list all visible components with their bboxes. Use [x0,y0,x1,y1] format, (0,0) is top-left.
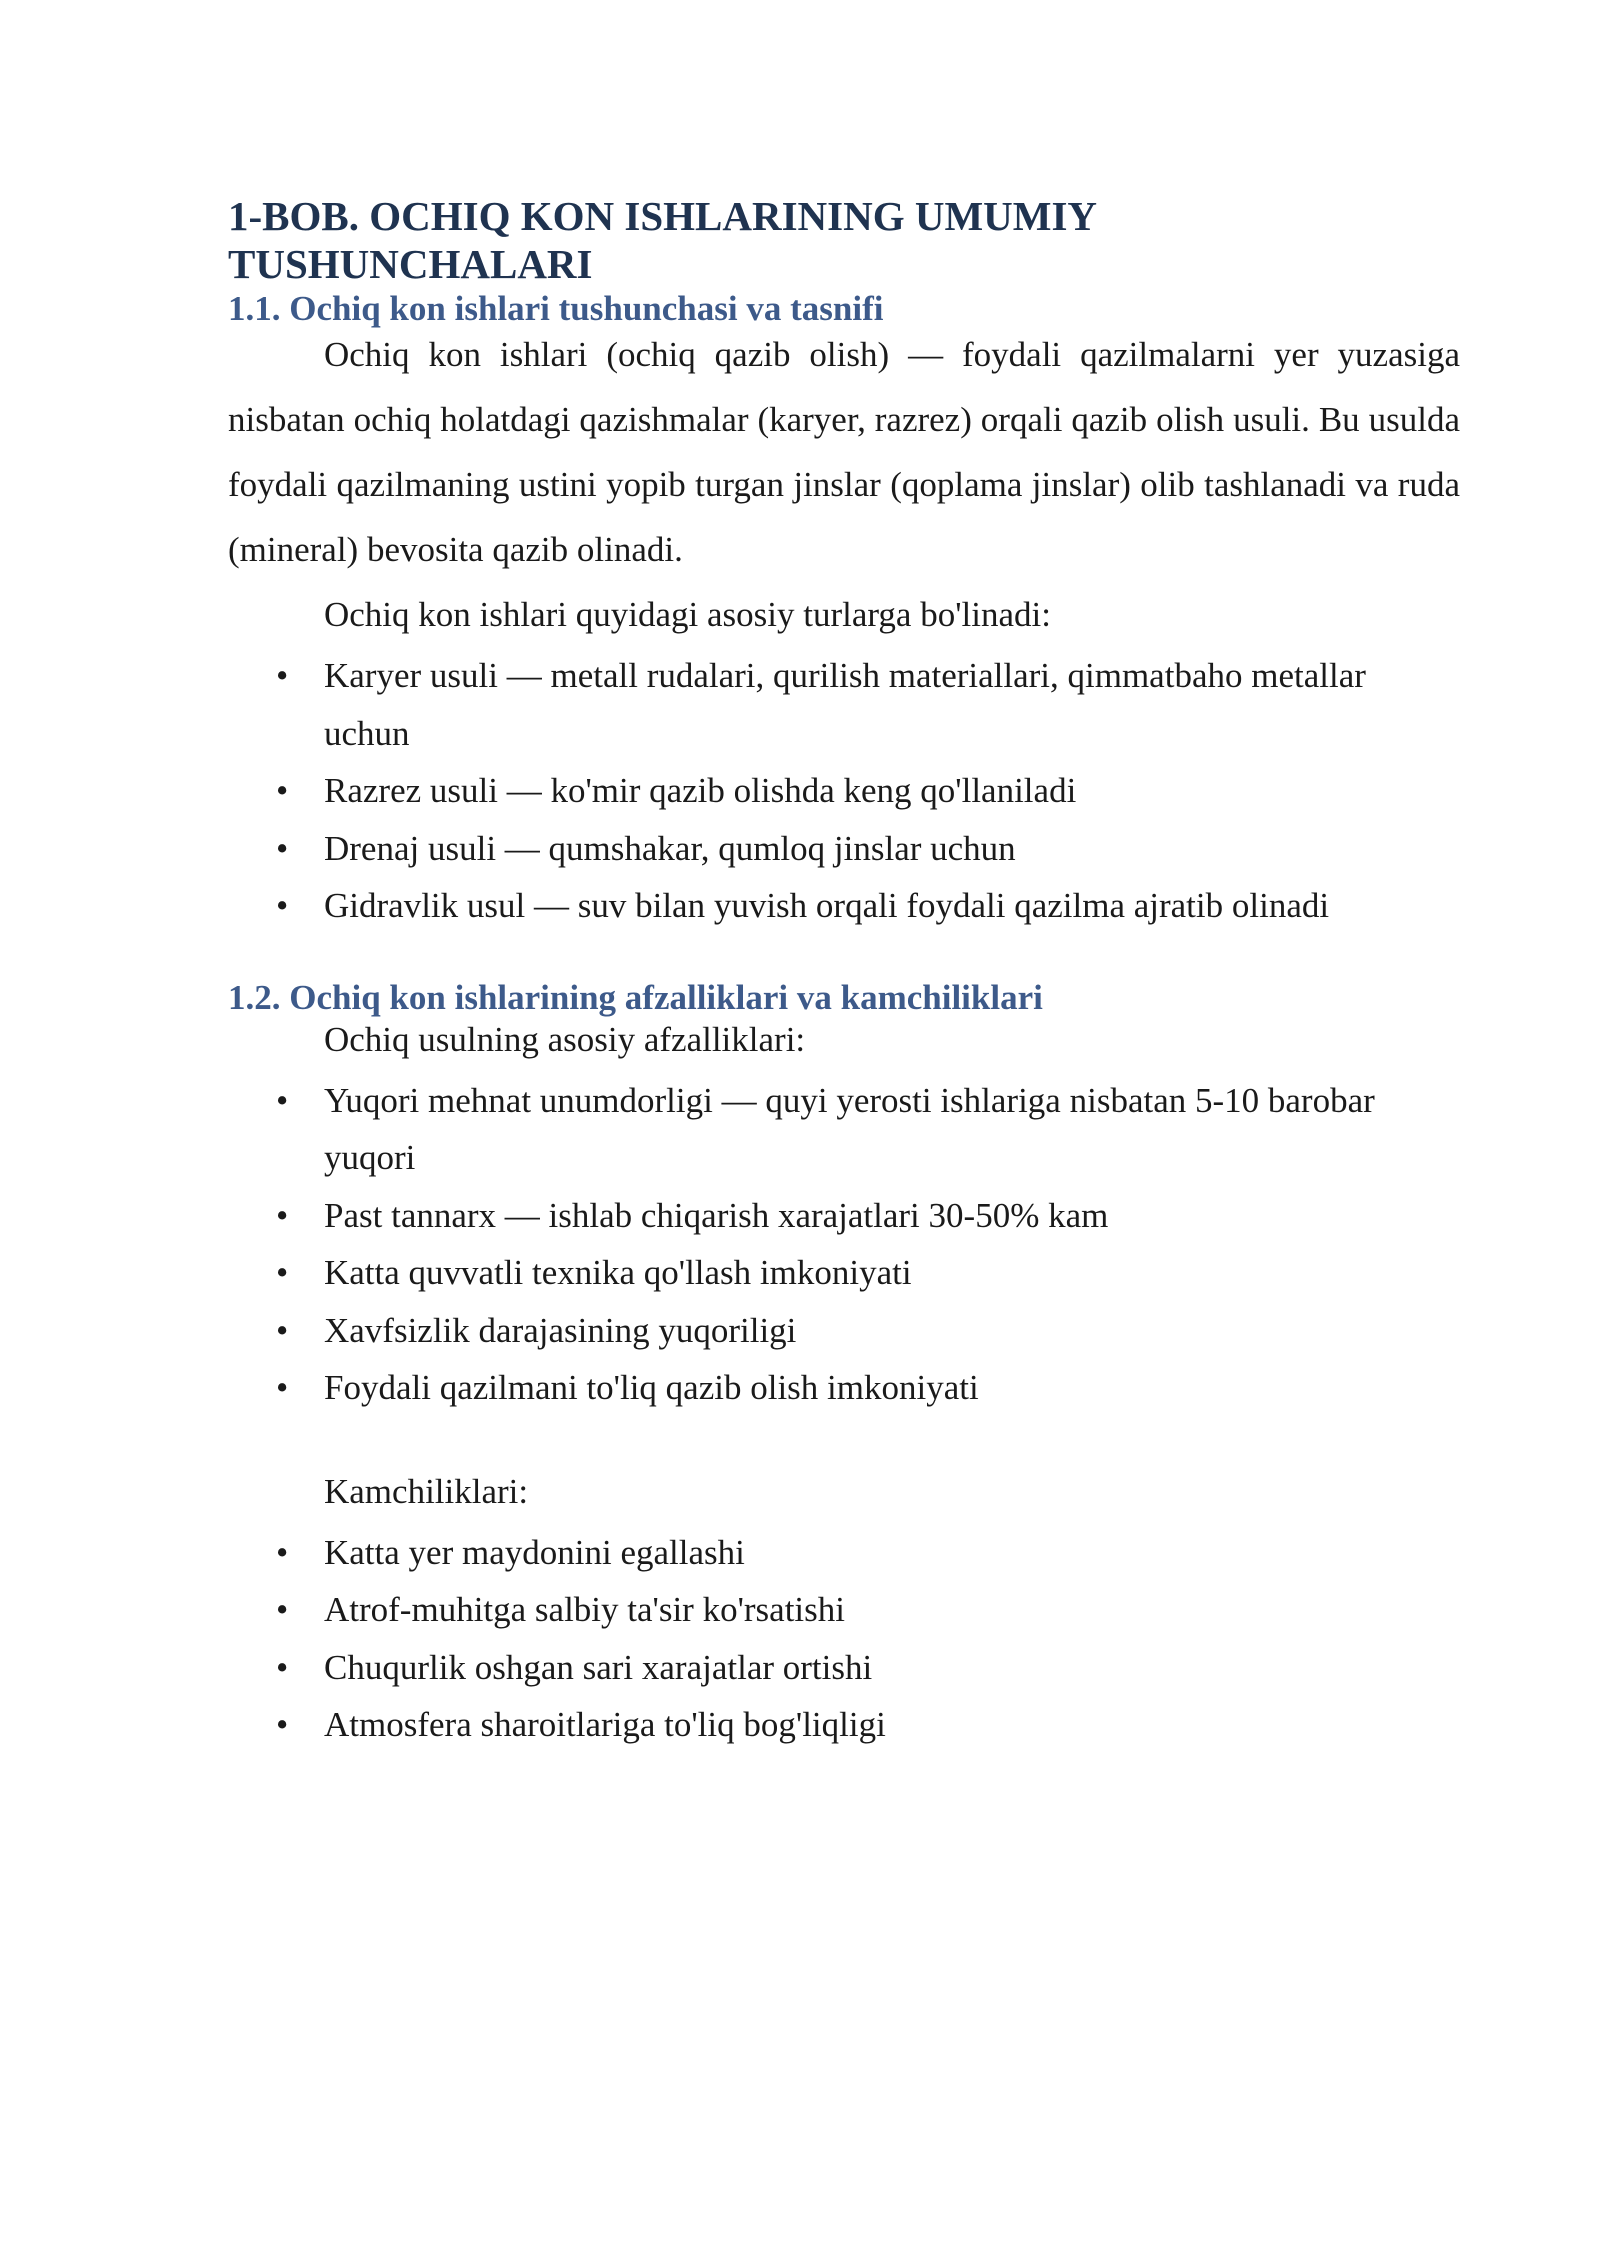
types-list [228,647,1460,935]
list-item: • Gidravlik usul — suv bilan yuvish orqali foydali qazilma ajratib olinadi [228,877,1460,935]
bullet-icon: • [276,771,289,810]
advantages-list [228,1072,1460,1417]
disadvantages-intro: Kamchiliklari: [324,1471,529,1511]
spacer [228,1417,1460,1459]
section-title-1-2: 1.2. Ochiq kon ishlarining afzalliklari va kamchiliklari [228,977,1043,1017]
bullet-icon: • [276,1590,289,1629]
bullet-icon: • [276,1532,289,1572]
bullet-icon: • [276,1647,289,1687]
section-title-1-1: 1.1. Ochiq kon ishlari tushunchasi va tasnifi [228,289,884,328]
document-page [228,192,1460,1754]
spacer [228,935,1460,977]
list-item: • Atmosfera sharoitlariga to'liq bog'liqligi [228,1696,1460,1754]
list-item: • Katta quvvatli texnika qo'llash imkoniyati [228,1244,1460,1302]
list-item: • Past tannarx — ishlab chiqarish xarajatlari 30-50% kam [228,1187,1460,1245]
chapter-title-line-1: 1-BOB. OCHIQ KON ISHLARINING UMUMIY [228,193,1098,239]
list-item: • Xavfsizlik darajasining yuqoriligi [228,1302,1460,1360]
bullet-icon: • [276,1195,289,1235]
bullet-icon: • [276,886,289,925]
advantages-intro: Ochiq usulning asosiy afzalliklari: [324,1019,806,1059]
list-item: • Katta yer maydonini egallashi [228,1524,1460,1582]
section-1-paragraph: Ochiq kon ishlari (ochiq qazib olish) — foydali qazilmalarni yer yuzasiga nisbatan ochiq holatdagi qazishmalar (karyer, razrez) orqali qazib olish usuli. Bu usulda foydali qazilmaning ustini yopib turgan jinslar (qoplama jinslar) olib tashlanadi va ruda (mineral) bevosita qazib olinadi. [228,335,1460,569]
bullet-icon: • [276,1310,289,1350]
list-item: • Karyer usuli — metall rudalari, qurilish materiallari, qimmatbaho metallar uchun [228,647,1460,762]
list-item: • Atrof-muhitga salbiy ta'sir ko'rsatishi [228,1581,1460,1639]
bullet-icon: • [276,1253,289,1292]
list-item: • Yuqori mehnat unumdorligi — quyi yerosti ishlariga nisbatan 5-10 barobar yuqori [228,1072,1460,1187]
list-item: • Chuqurlik oshgan sari xarajatlar ortishi [228,1639,1460,1697]
bullet-icon: • [276,828,289,868]
bullet-icon: • [276,1080,289,1120]
types-intro: Ochiq kon ishlari quyidagi asosiy turlarga bo'linadi: [324,595,1051,634]
list-item: • Razrez usuli — ko'mir qazib olishda keng qo'llaniladi [228,762,1460,820]
bullet-icon: • [276,1368,289,1407]
disadvantages-list [228,1524,1460,1754]
bullet-icon: • [276,1705,289,1744]
list-item: • Drenaj usuli — qumshakar, qumloq jinslar uchun [228,820,1460,878]
chapter-title [228,192,1460,288]
bullet-icon: • [276,656,289,695]
chapter-title-line-2: TUSHUNCHALARI [228,241,593,287]
list-item: • Foydali qazilmani to'liq qazib olish imkoniyati [228,1359,1460,1417]
